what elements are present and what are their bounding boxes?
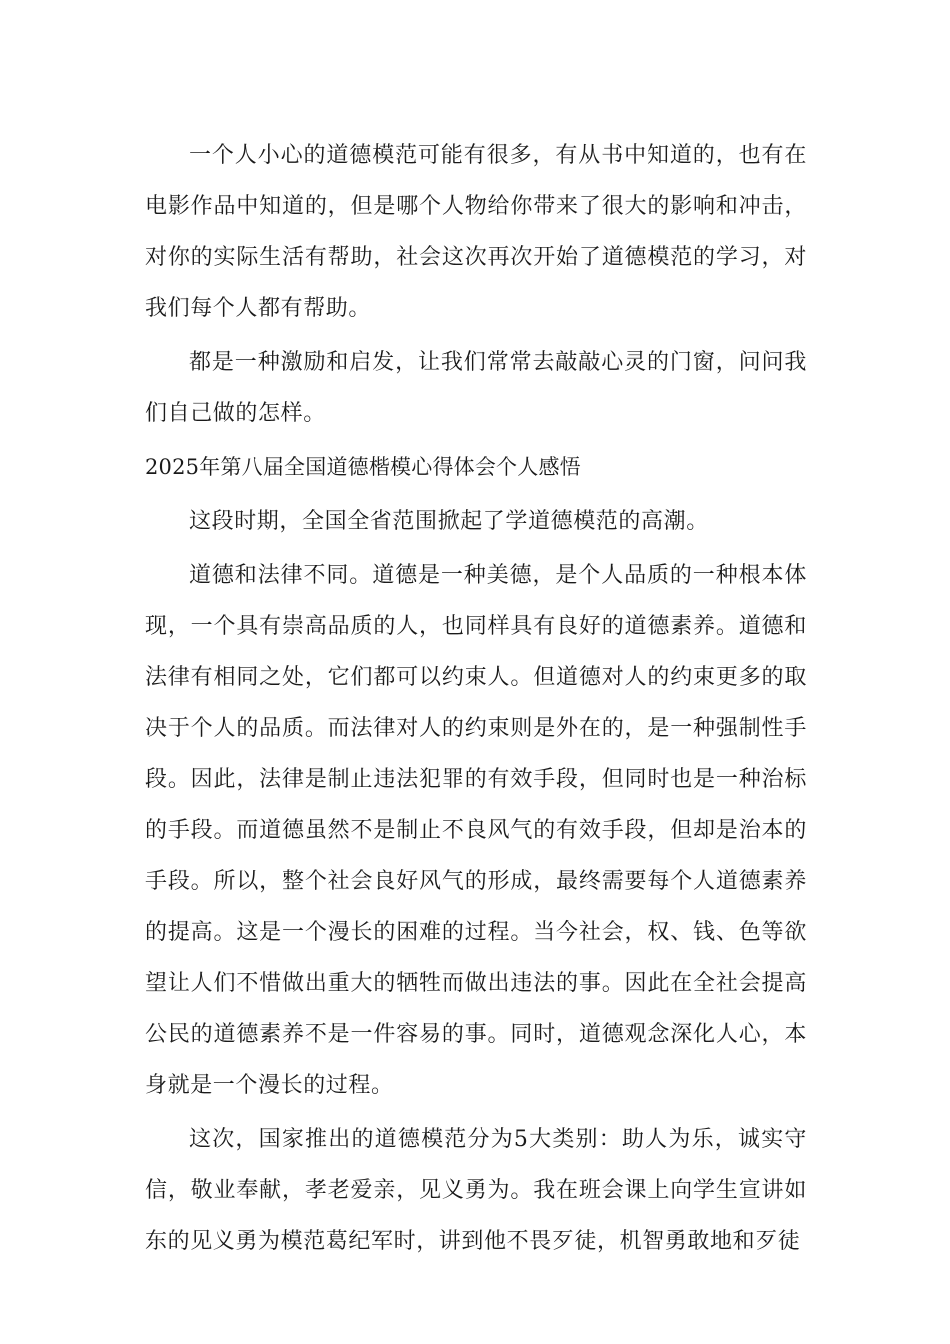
paragraph-moral-models-sources: 一个人小心的道德模范可能有很多，有从书中知道的，也有在电影作品中知道的，但是哪个人物给你带来了很大的影响和冲击，对你的实际生活有帮助，社会这次再次开始了道德模范的学习，对我们每个人都有帮助。 <box>145 143 807 321</box>
section-heading: 2025年第八届全国道德楷模心得体会个人感悟 <box>145 455 581 479</box>
document-body <box>145 130 807 1270</box>
paragraph-inspiration: 都是一种激励和启发，让我们常常去敲敲心灵的门窗，问问我们自己做的怎样。 <box>145 350 807 426</box>
paragraph-learning-trend: 这段时期，全国全省范围掀起了学道德模范的高潮。 <box>189 509 709 534</box>
paragraph-morality-and-law: 道德和法律不同。道德是一种美德，是个人品质的一种根本体现，一个具有崇高品质的人，也同样具有良好的道德素养。道德和法律有相同之处，它们都可以约束人。但道德对人的约束更多的取决于个人的品质。而法律对人的约束则是外在的，是一种强制性手段。因此，法律是制止违法犯罪的有效手段，但同时也是一种治标的手段。而道德虽然不是制止不良风气的有效手段，但却是治本的手段。所以，整个社会良好风气的形成，最终需要每个人道德素养的提高。这是一个漫长的困难的过程。当今社会，权、钱、色等欲望让人们不惜做出重大的牺牲而做出违法的事。因此在全社会提高公民的道德素养不是一件容易的事。同时，道德观念深化人心，本身就是一个漫长的过程。 <box>145 563 807 1098</box>
paragraph-model-categories: 这次，国家推出的道德模范分为5大类别：助人为乐，诚实守信，敬业奉献，孝老爱亲，见义勇为。我在班会课上向学生宣讲如东的见义勇为模范葛纪军时，讲到他不畏歹徒，机智勇敢地和歹徒 <box>145 1127 807 1254</box>
